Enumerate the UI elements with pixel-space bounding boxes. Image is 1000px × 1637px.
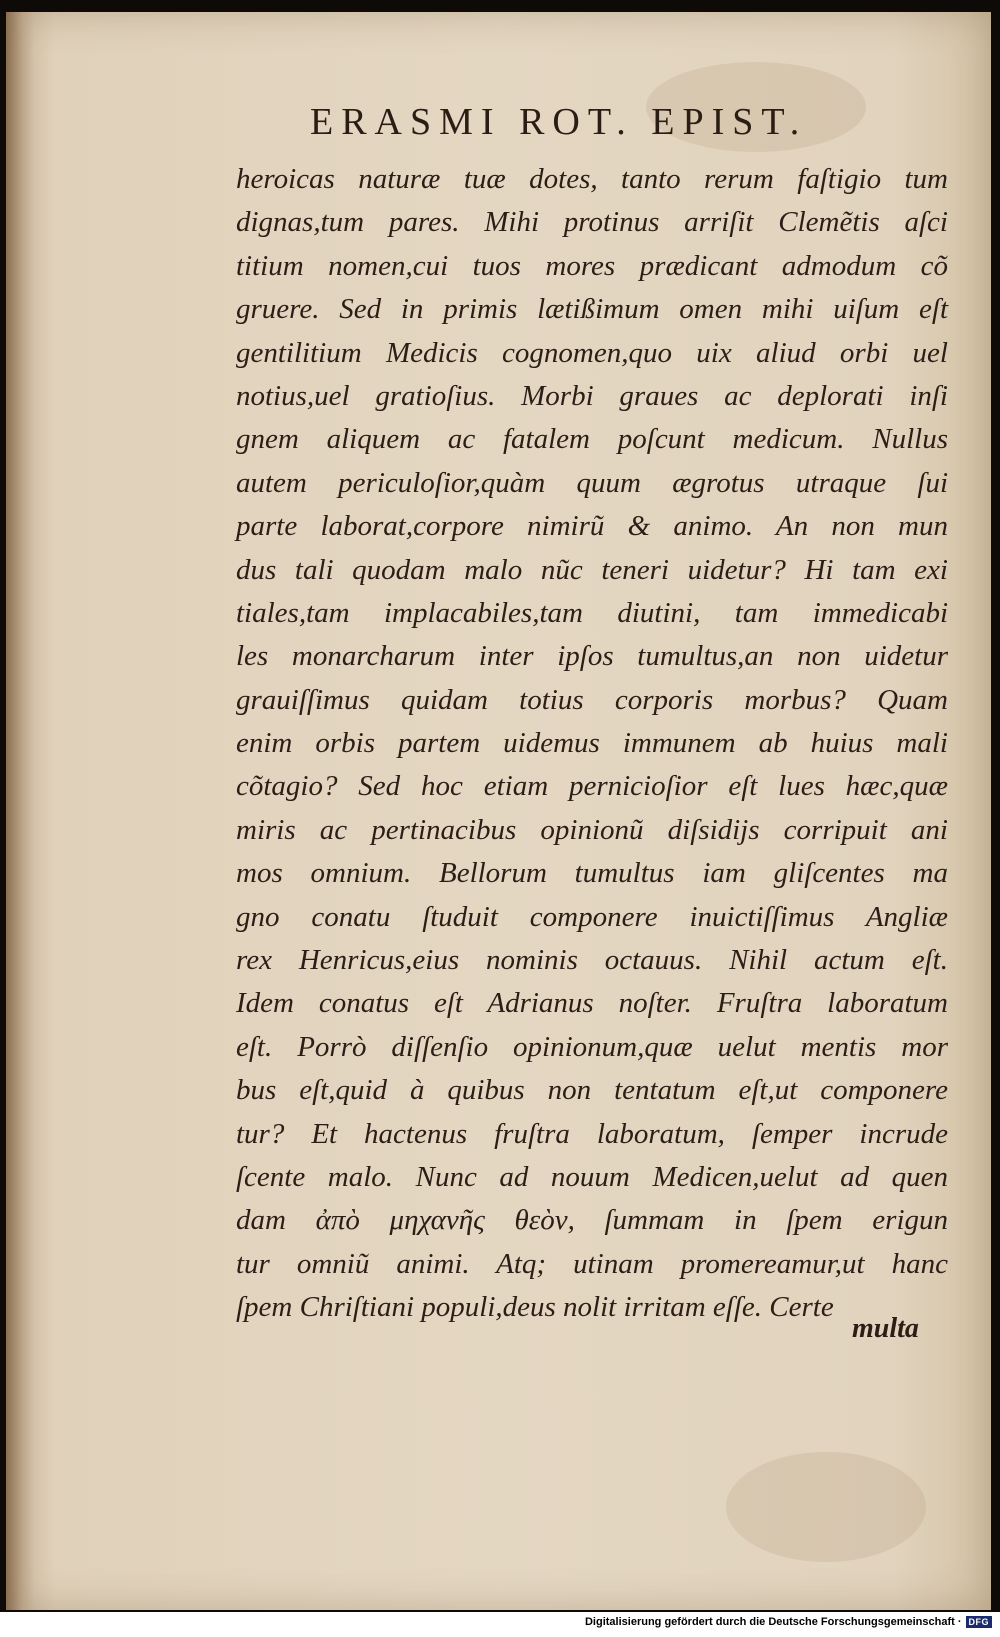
dfg-logo-icon[interactable]: DFG xyxy=(966,1616,993,1628)
text-line: les monarcharum inter ipſos tumultus,an non uidetur xyxy=(236,640,948,673)
text-line: miris ac pertinacibus opinionũ diſsidijs corripuit ani xyxy=(236,813,948,846)
text-line: ſpem Chriſtiani populi,deus nolit irritam eſſe. Certe xyxy=(236,1291,834,1324)
text-line: mos omnium. Bellorum tumultus iam gliſcentes ma xyxy=(236,857,948,890)
text-line: dam ἀπὸ μηχανῆς θεὸν, ſummam in ſpem erigun xyxy=(236,1204,948,1237)
text-line: gentilitium Medicis cognomen,quo uix aliud orbi uel xyxy=(236,336,948,369)
text-line: Idem conatus eſt Adrianus noſter. Fruſtra laboratum xyxy=(236,987,948,1020)
text-line: tiales,tam implacabiles,tam diutini, tam immedicabi xyxy=(236,596,948,629)
text-line: grauiſſimus quidam totius corporis morbus? Quam xyxy=(236,683,948,716)
text-line: dignas,tum pares. Mihi protinus arriſit Clemẽtis aſci xyxy=(236,206,948,239)
text-line: rex Henricus,eius nominis octauus. Nihil actum eſt. xyxy=(236,944,948,977)
text-line: ſcente malo. Nunc ad nouum Medicen,uelut ad quen xyxy=(236,1160,948,1193)
text-line: tur omniũ animi. Atq; utinam promereamur,ut hanc xyxy=(236,1247,948,1280)
text-line: heroicas naturæ tuæ dotes, tanto rerum faſtigio tum xyxy=(236,163,948,195)
catchword: multa xyxy=(852,1313,919,1344)
text-line: notius,uel gratioſius. Morbi graues ac deplorati inſi xyxy=(236,379,948,412)
text-line: gno conatu ſtuduit componere inuictiſſimus Angliæ xyxy=(236,900,948,933)
text-line: bus eſt,quid à quibus non tentatum eſt,ut componere xyxy=(236,1074,948,1107)
text-line: gruere. Sed in primis lætißimum omen mihi uiſum eſt xyxy=(236,293,948,326)
paper-stain xyxy=(726,1452,926,1562)
running-head: ERASMI ROT. EPIST. xyxy=(310,101,808,143)
text-line: cõtagio? Sed hoc etiam pernicioſior eſt lues hæc,quæ xyxy=(236,770,948,803)
text-line: tur? Et hactenus fruſtra laboratum, ſemper incrude xyxy=(236,1117,948,1150)
text-line: parte laborat,corpore nimirũ & animo. An non mun xyxy=(236,510,948,543)
text-line: dus tali quodam malo nũc teneri uidetur? Hi tam exi xyxy=(236,553,948,586)
text-line: autem periculoſior,quàm quum ægrotus utraque ſui xyxy=(236,466,948,499)
text-line: gnem aliquem ac fatalem poſcunt medicum. Nullus xyxy=(236,423,948,456)
text-line: enim orbis partem uidemus immunem ab huius mali xyxy=(236,727,948,760)
footer-text: Digitalisierung gefördert durch die Deutsche Forschungsgemeinschaft · xyxy=(584,1616,962,1628)
text-line: titium nomen,cui tuos mores prædicant admodum cõ xyxy=(236,249,948,282)
digitization-footer xyxy=(585,1616,992,1628)
text-line: eſt. Porrò diſſenſio opinionum,quæ uelut mentis mor xyxy=(236,1030,948,1063)
text-block xyxy=(236,158,948,1330)
